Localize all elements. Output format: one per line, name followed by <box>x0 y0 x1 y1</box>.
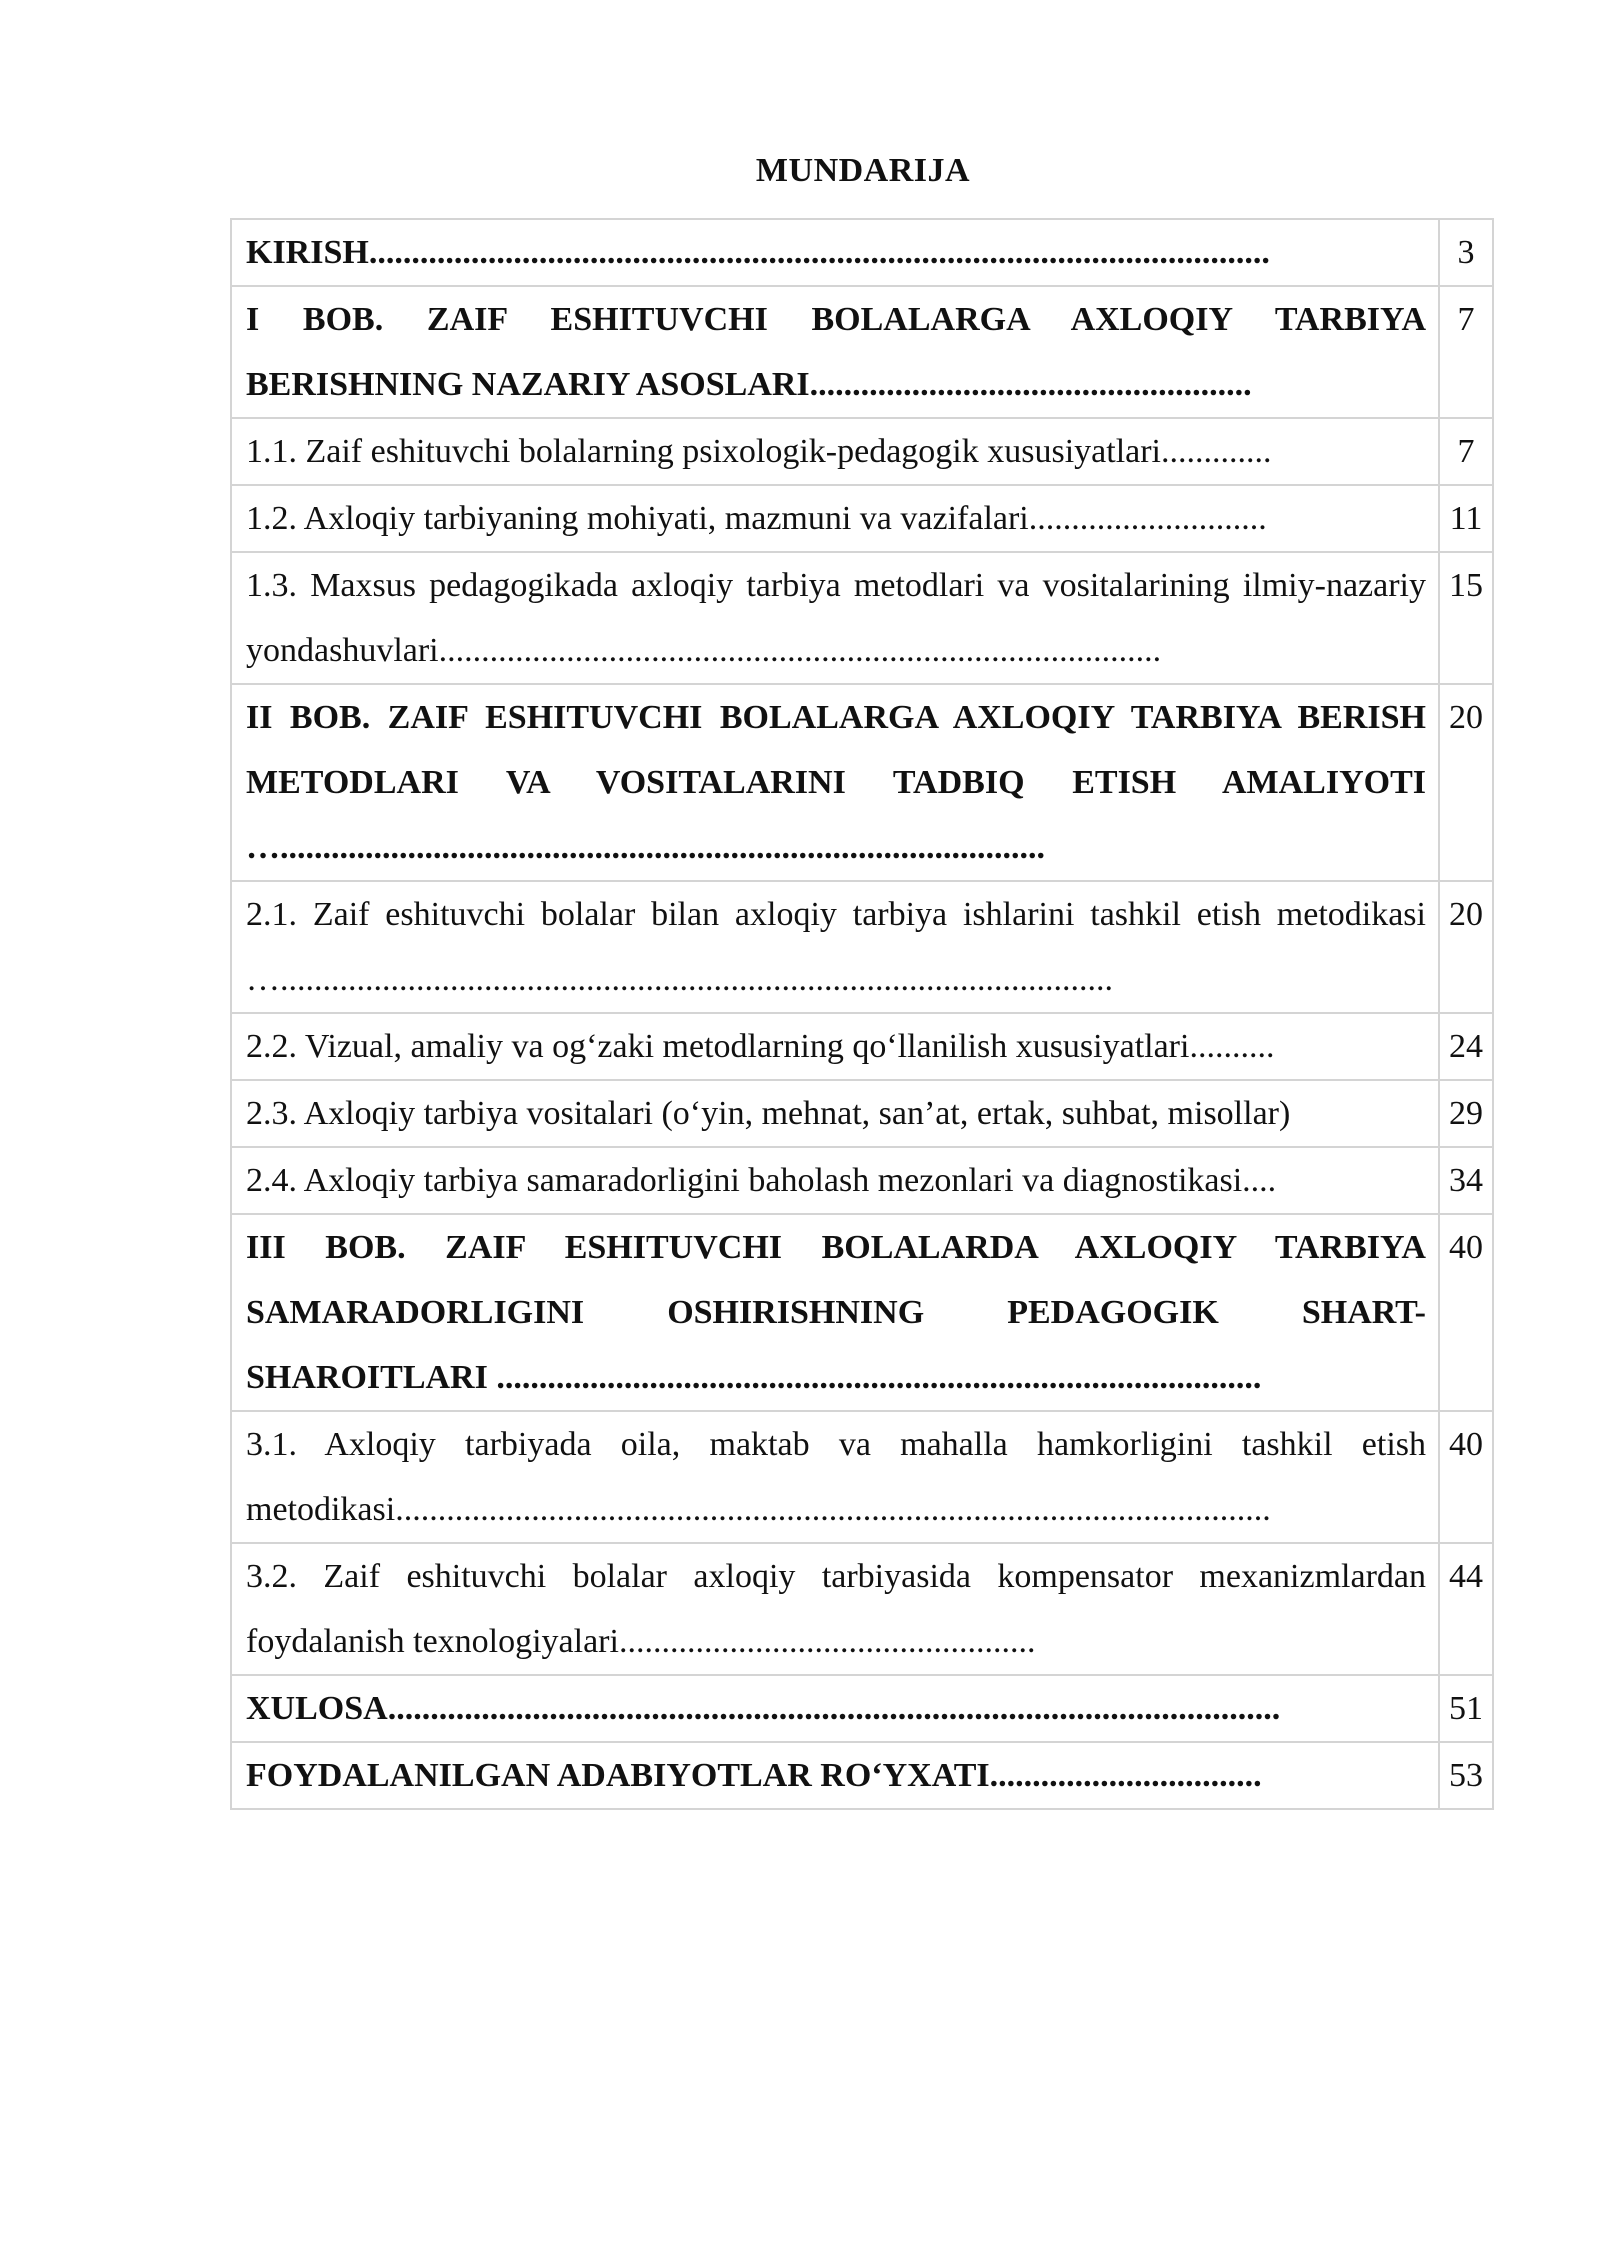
toc-entry-title: FOYDALANILGAN ADABIYOTLAR RO‘YXATI................................ <box>231 1742 1439 1809</box>
toc-row-section-1-1 <box>231 418 1493 485</box>
toc-row-section-1-3 <box>231 552 1493 684</box>
toc-row-section-2-3 <box>231 1080 1493 1147</box>
toc-entry-page: 44 <box>1439 1543 1493 1675</box>
toc-entry-title: 1.3. Maxsus pedagogikada axloqiy tarbiya metodlari va vositalarining ilmiy-nazariy yondashuvlari..................................................................................... <box>231 552 1439 684</box>
toc-entry-page: 7 <box>1439 286 1493 418</box>
toc-entry-title: 1.1. Zaif eshituvchi bolalarning psixologik-pedagogik xususiyatlari............. <box>231 418 1439 485</box>
toc-entry-page: 53 <box>1439 1742 1493 1809</box>
toc-entry-title: 2.2. Vizual, amaliy va og‘zaki metodlarning qo‘llanilish xususiyatlari.......... <box>231 1013 1439 1080</box>
toc-entry-page: 51 <box>1439 1675 1493 1742</box>
toc-row-kirish <box>231 219 1493 286</box>
toc-entry-title: I BOB. ZAIF ESHITUVCHI BOLALARGA AXLOQIY TARBIYA BERISHNING NAZARIY ASOSLARI.................................................... <box>231 286 1439 418</box>
toc-entry-title: XULOSA......................................................................................................... <box>231 1675 1439 1742</box>
toc-row-section-1-2 <box>231 485 1493 552</box>
toc-row-bibliography <box>231 1742 1493 1809</box>
toc-entry-page: 7 <box>1439 418 1493 485</box>
toc-row-section-2-2 <box>231 1013 1493 1080</box>
toc-entry-title: 3.2. Zaif eshituvchi bolalar axloqiy tarbiyasida kompensator mexanizmlardan foydalanish texnologiyalari................................................. <box>231 1543 1439 1675</box>
toc-entry-page: 20 <box>1439 881 1493 1013</box>
toc-entry-page: 11 <box>1439 485 1493 552</box>
toc-entry-page: 34 <box>1439 1147 1493 1214</box>
toc-entry-title: KIRISH.......................................................................................................... <box>231 219 1439 286</box>
toc-row-section-3-2 <box>231 1543 1493 1675</box>
toc-entry-title: 2.3. Axloqiy tarbiya vositalari (o‘yin, mehnat, san’at, ertak, suhbat, misollar) <box>231 1080 1439 1147</box>
toc-row-xulosa <box>231 1675 1493 1742</box>
toc-row-chapter-1 <box>231 286 1493 418</box>
toc-row-chapter-2 <box>231 684 1493 881</box>
toc-row-section-2-4 <box>231 1147 1493 1214</box>
toc-entry-title: II BOB. ZAIF ESHITUVCHI BOLALARGA AXLOQIY TARBIYA BERISH METODLARI VA VOSITALARINI TADBIQ ETISH AMALIYOTI ….......................................................................................... <box>231 684 1439 881</box>
toc-entry-title: 1.2. Axloqiy tarbiyaning mohiyati, mazmuni va vazifalari............................ <box>231 485 1439 552</box>
toc-entry-title: 3.1. Axloqiy tarbiyada oila, maktab va mahalla hamkorligini tashkil etish metodikasi....................................................................................................... <box>231 1411 1439 1543</box>
toc-entry-page: 40 <box>1439 1411 1493 1543</box>
toc-row-section-2-1 <box>231 881 1493 1013</box>
toc-entry-page: 3 <box>1439 219 1493 286</box>
toc-entry-page: 20 <box>1439 684 1493 881</box>
toc-entry-page: 29 <box>1439 1080 1493 1147</box>
toc-entry-page: 15 <box>1439 552 1493 684</box>
table-of-contents <box>230 218 1494 1810</box>
toc-entry-title: III BOB. ZAIF ESHITUVCHI BOLALARDA AXLOQIY TARBIYA SAMARADORLIGINI OSHIRISHNING PEDAGOGIK SHART-SHAROITLARI .......................................................................................... <box>231 1214 1439 1411</box>
toc-entry-page: 40 <box>1439 1214 1493 1411</box>
page-title: MUNDARIJA <box>755 152 971 189</box>
toc-entry-page: 24 <box>1439 1013 1493 1080</box>
toc-entry-title: 2.1. Zaif eshituvchi bolalar bilan axloqiy tarbiya ishlarini tashkil etish metodikasi ….................................................................................................. <box>231 881 1439 1013</box>
toc-row-section-3-1 <box>231 1411 1493 1543</box>
toc-row-chapter-3 <box>231 1214 1493 1411</box>
toc-entry-title: 2.4. Axloqiy tarbiya samaradorligini baholash mezonlari va diagnostikasi.... <box>231 1147 1439 1214</box>
